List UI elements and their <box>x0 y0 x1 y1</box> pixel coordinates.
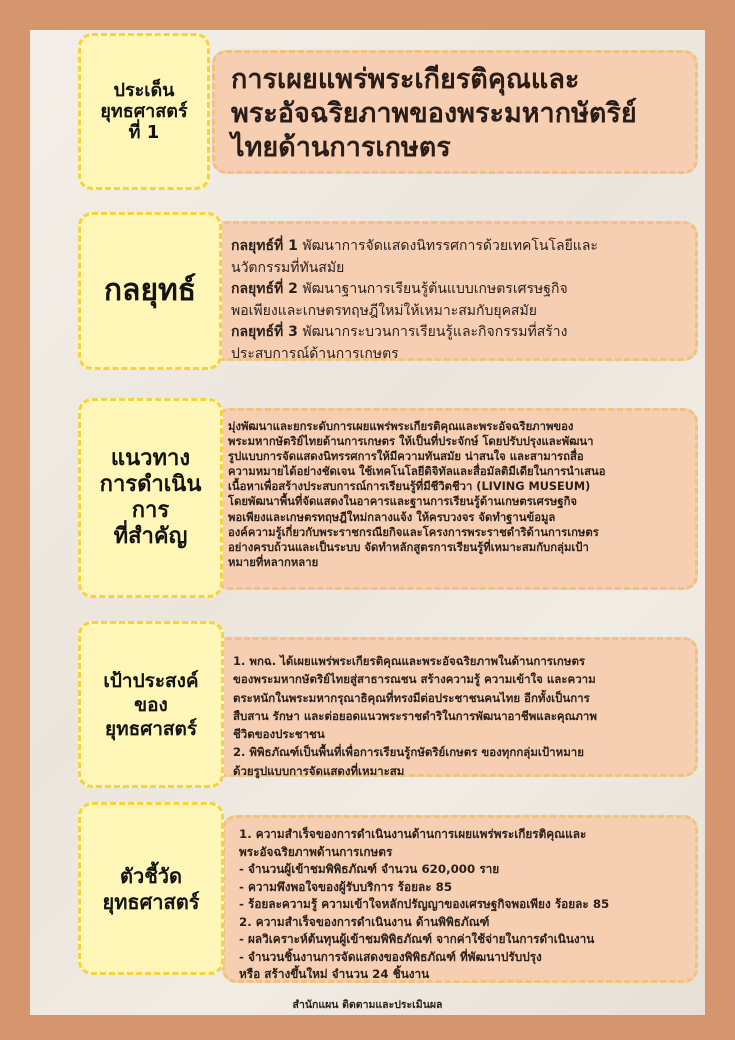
objective-label <box>78 621 224 788</box>
indicator-line: พระอัจฉริยภาพด้านการเกษตร <box>239 844 393 859</box>
title-box <box>212 50 698 174</box>
strategy-label <box>78 212 222 370</box>
strategy-line: กลยุทธ์ที่ 3 พัฒนากระบวนการเรียนรู้และกิจกรรมที่สร้าง <box>231 324 568 340</box>
objective-line: 2. พิพิธภัณฑ์เป็นพื้นที่เพื่อการเรียนรู้กษัตริย์เกษตร ของทุกกลุ่มเป้าหมาย <box>233 745 584 760</box>
indicator-box <box>222 815 698 983</box>
indicator-line: - ผลวิเคราะห์ต้นทุนผู้เข้าชมพิพิธภัณฑ์ จากค่าใช้จ่ายในการดำเนินงาน <box>239 932 595 946</box>
objective-line: สืบสาน รักษา และต่อยอดแนวพระราชดำริในการพัฒนาอาชีพและคุณภาพ <box>233 708 597 723</box>
indicator-line: - จำนวนชิ้นงานการจัดแสดงของพิพิธภัณฑ์ ที่พัฒนาปรับปรุง <box>239 949 542 964</box>
indicator-line: หรือ สร้างขึ้นใหม่ จำนวน 24 ชิ้นงาน <box>239 967 430 981</box>
strategy-label-text: กลยุทธ์ <box>103 273 197 308</box>
title-line: พระอัจฉริยภาพของพระมหากษัตริย์ <box>231 98 637 129</box>
approach-label-text: แนวทาง การดำเนิน การ ที่สำคัญ <box>99 446 202 549</box>
approach-label <box>78 398 223 598</box>
indicator-line: - ความพึงพอใจของผู้รับบริการ ร้อยละ 85 <box>239 879 453 894</box>
indicator-label-text: ตัวชี้วัด ยุทธศาสตร์ <box>102 863 200 914</box>
strategy-issue-label <box>78 33 210 190</box>
strategy-line: กลยุทธ์ที่ 1 พัฒนาการจัดแสดงนิทรรศการด้วยเทคโนโลยีและ <box>231 238 598 254</box>
strategy-line: นวัตกรรมที่ทันสมัย <box>231 259 345 276</box>
strategy-issue-label-text: ประเด็น ยุทธศาสตร์ ที่ 1 <box>100 80 188 143</box>
approach-line: พระมหากษัตริย์ไทยด้านการเกษตร ให้เป็นที่ประจักษ์ โดยปรับปรุงและพัฒนา <box>228 435 594 449</box>
objective-line: 1. พกฉ. ได้เผยแพร่พระเกียรติคุณและพระอัจฉริยภาพในด้านการเกษตร <box>233 654 586 668</box>
approach-box <box>215 408 698 590</box>
objective-line: ของพระมหากษัตริย์ไทยสู่สาธารณชน สร้างความรู้ ความเข้าใจ และความ <box>233 672 596 687</box>
title-line: ไทยด้านการเกษตร <box>231 132 451 163</box>
approach-line: ความหมายได้อย่างชัดเจน ใช้เทคโนโลยีดิจิทัลและสื่อมัลติมีเดียในการนำเสนอ <box>228 465 606 479</box>
objective-line: ชีวิตของประชาชน <box>233 727 325 742</box>
approach-line: มุ่งพัฒนาและยกระดับการเผยแพร่พระเกียรติคุณและพระอัจฉริยภาพของ <box>228 420 574 433</box>
title-line: การเผยแพร่พระเกียรติคุณและ <box>231 64 580 95</box>
approach-line: รูปแบบการจัดแสดงนิทรรศการให้มีความทันสมัย น่าสนใจ และสามารถสื่อ <box>228 450 584 464</box>
objective-label-text: เป้าประสงค์ ของ ยุทธศาสตร์ <box>103 669 199 740</box>
approach-line: องค์ความรู้เกี่ยวกับพระราชกรณียกิจและโครงการพระราชดำริด้านการเกษตร <box>228 525 599 539</box>
indicator-label <box>78 802 224 975</box>
indicator-line: 2. ความสำเร็จของการดำเนินงาน ด้านพิพิธภัณฑ์ <box>239 914 490 929</box>
approach-line: พอเพียงและเกษตรทฤษฎีใหม่กลางแจ้ง ให้ครบวงจร จัดทำฐานข้อมูล <box>228 510 556 524</box>
indicator-line: 1. ความสำเร็จของการดำเนินงานด้านการเผยแพร่พระเกียรติคุณและ <box>239 827 587 841</box>
strategy-title <box>215 53 695 171</box>
approach-line: โดยพัฒนาพื้นที่จัดแสดงในอาคารและฐานการเรียนรู้ด้านเกษตรเศรษฐกิจ <box>228 495 578 509</box>
strategy-line: กลยุทธ์ที่ 2 พัฒนาฐานการเรียนรู้ต้นแบบเกษตรเศรษฐกิจ <box>231 281 568 297</box>
strategy-line: ประสบการณ์ด้านการเกษตร <box>231 345 399 362</box>
approach-line: อย่างครบถ้วนและเป็นระบบ จัดทำหลักสูตรการเรียนรู้ที่เหมาะสมกับกลุ่มเป้า <box>228 540 589 554</box>
strategy-box <box>210 221 698 361</box>
objective-line: ด้วยรูปแบบการจัดแสดงที่เหมาะสม <box>233 763 405 778</box>
approach-line: หมายที่หลากหลาย <box>228 555 319 569</box>
indicator-line: - ร้อยละความรู้ ความเข้าใจหลักปรัญญาของเศรษฐกิจพอเพียง ร้อยละ 85 <box>239 897 610 911</box>
strategy-line: พอเพียงและเกษตรทฤษฎีใหม่ให้เหมาะสมกับยุคสมัย <box>231 302 537 319</box>
indicator-line: - จำนวนผู้เข้าชมพิพิธภัณฑ์ จำนวน 620,000 ราย <box>239 862 500 876</box>
approach-line: เนื้อหาเพื่อสร้างประสบการณ์การเรียนรู้ที่มีชีวิตชีวา (LIVING MUSEUM) <box>228 480 591 494</box>
objective-box <box>212 637 698 777</box>
objective-line: ตระหนักในพระมหากรุณาธิคุณที่ทรงมีต่อประชาชนคนไทย อีกทั้งเป็นการ <box>233 690 590 705</box>
footer-department: สำนักแผน ติดตามและประเมินผล <box>292 999 443 1011</box>
